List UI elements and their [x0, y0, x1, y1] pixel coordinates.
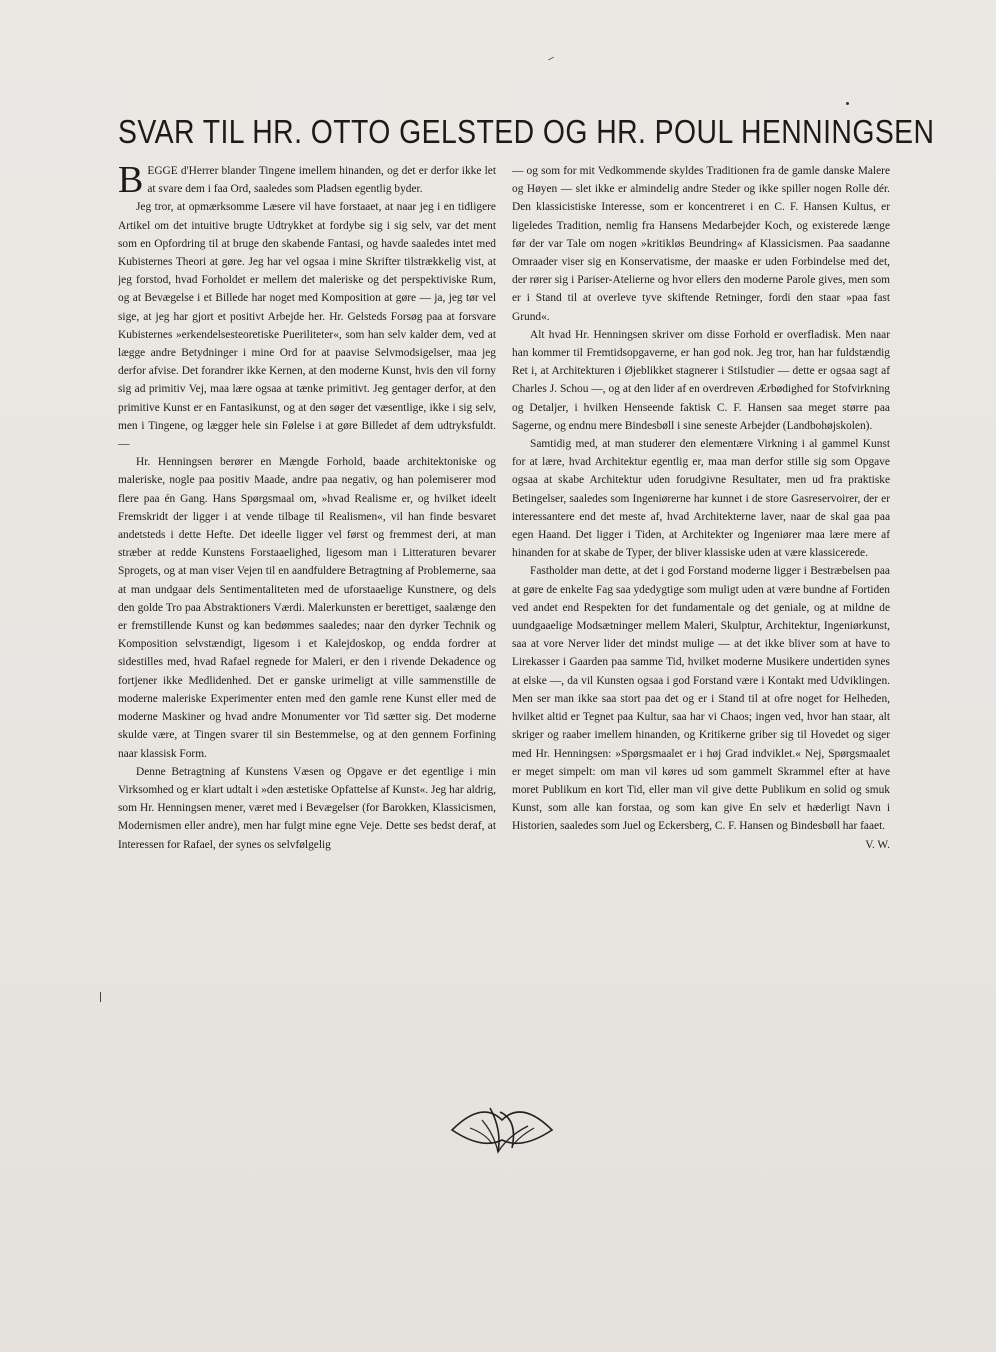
right-column: [512, 162, 890, 1047]
paragraph-1: [118, 162, 496, 201]
paragraph-6: Alt hvad Hr. Henningsen skriver om disse Forhold er overfladisk. Men naar han kommer til Fremtidsopgaverne, er han god nok. Jeg tror, han har fuldstændig Ret i, at Architekturen i Øjeblikket stagnerer i Stilstudier — dette er ogsaa sagt af Charles J. Schou —, og at den lider af en overdreven Ærbødighed for Stofvirkning og Detaljer, i hvilken Henseende faktisk C. F. Hansen saa meget større paa Sagerne, og endnu mere Bindesbøll i sine seneste Arbejder (Landbohøjskolen).: [512, 328, 890, 432]
stray-mark: [548, 57, 554, 61]
author-signature: V. W.: [865, 838, 890, 851]
stray-dot: [846, 102, 849, 105]
paragraph-1-text: EGGE d'Herrer blander Tingene imellem hinanden, og det er derfor ikke let at svare dem i faa Ord, saaledes som Pladsen egentlig byder.: [147, 165, 496, 196]
leaf-ornament-icon: [442, 1090, 562, 1170]
paragraph-7: Samtidig med, at man studerer den elementære Virkning i al gammel Kunst for at lære, hvad Architektur egentlig er, maa man derfor stille sig som Opgave ogsaa at skabe Architektur uden forudgivne Resultater, men ud fra praktiske Betingelser, saaledes som Ingeniørerne har kunnet i de store Gasreservoirer, der er interessantere end det meste af, hvad Architekterne laver, naar de skal gaa paa egen Haand. Det ligger i Tiden, at Architekter og Ingeniører maa lære mere af hinanden for at skabe de Typer, der bliver klassiske uden at være klassicerede.: [512, 438, 890, 560]
paragraph-4: Denne Betragtning af Kunstens Væsen og Opgave er det egentlige i min Virksomhed og er klart udtalt i »den æstetiske Opfattelse af Kunst«. Jeg har aldrig, som Hr. Henningsen mener, været med i Bevægelser (for Barokken, Klassicismen, Modernismen eller andre), men har fulgt mine egne Veje. Dette ses bedst deraf, at Interessen for Rafael, der synes os selvfølgelig: [118, 765, 496, 851]
paragraph-8: Fastholder man dette, at det i god Forstand moderne ligger i Bestræbelsen paa at gøre de enkelte Fag saa ydedygtige som muligt uden at være bundne af Fortiden ved andet end Respekten for det fundamentale og det geniale, og at mildne de uundgaaelige Modsætninger mellem Maleri, Skulptur, Architektur, Ingeniørkunst, saa at vore Nerver lider det mindst mulige — at det ikke bliver som at have to Lirekasser i Gaarden paa samme Tid, hvilket moderne Musikere undertiden synes at elske —, da vil Kunsten ogsaa i god Forstand være i Kontakt med Udviklingen. Men ser man ikke saa stort paa det og er i Stand til at ofre noget for Helheden, hvilket altid er Tegnet paa Kultur, saa har vi Chaos; ingen ved, hvor han staar, alt skriger og raaber imellem hinanden, og Kritikerne griber sig til Hovedet og siger med Hr. Henningsen: »Spørgsmaalet er i høj Grad indviklet.« Nej, Spørgsmaalet er meget simpelt: om man vil køres ud som gammelt Skrammel efter at have moret Publikum en kort Tid, eller man vil give dette Publikum en solid og smuk Kunst, som alle kan forstaa, og som kan give En selv et hæderligt Navn i Historien, saaledes som Juel og Eckersberg, C. F. Hansen og Bindesbøll har faaet.: [512, 565, 890, 833]
paragraph-2: Jeg tror, at opmærksomme Læsere vil have forstaaet, at naar jeg i en tidligere Artikel om det intuitive brugte Udtrykket at fordybe sig i sig selv, var det ment som en Opfordring til at bruge den skabende Fantasi, og havde saaledes intet med Kubisternes Theori at gøre. Jeg har vel ogsaa i mine Skrifter tilstrækkelig vist, at jeg forstod, hvad Forholdet er mellem det maleriske og det perspektiviske Rum, og at Bevægelse i et Billede har noget med Komposition at gøre — ja, jeg tør vel sige, at jeg har gjort et positivt Arbejde her. Hr. Gelsteds Forsøg paa at forsvare Kubisternes »erkendelsesteoretiske Pueriliteter«, som han selv kalder dem, ved at lægge andre Betydninger i mine Ord for at paavise Selvmodsigelser, maa jeg derfor afvise. Det forandrer ikke Kernen, at den moderne Kunst, hvis den vil forny sig ad primitiv Vej, maa lære ogsaa at tænke primitivt. Jeg gentager derfor, at den primitive Kunst er en Fantasikunst, og at den søger det væsentlige, ikke i sig selv, men i Tingene, og lægger hele sin Følelse i at gøre Billedet af dem udtryksfuldt. —: [118, 201, 496, 451]
margin-mark: [100, 992, 105, 1002]
article-headline: SVAR TIL HR. OTTO GELSTED OG HR. POUL HENNINGSEN: [118, 113, 935, 150]
article-body: [118, 162, 890, 1047]
drop-cap: B: [118, 162, 144, 201]
paragraph-3: Hr. Henningsen berører en Mængde Forhold, baade architektoniske og maleriske, nogle paa positiv Maade, andre paa negativ, og han polemiserer mod flere paa én Gang. Hans Spørgsmaal om, »hvad Realisme er, og hvilket ideelt Fremskridt der ligger i at vende tilbage til Realismen«, vil han finde besvaret andetsteds i dette Hefte. Det ideelle ligger vel først og fremmest deri, at man stræber at redde Kunstens Forstaaelighed, ligesom man i Litteraturen bevarer Sprogets, og at man viser Vejen til en aandfuldere Betragtning af Problemerne, saa at man undgaar dels Sentimentaliteten med de uforstaaelige Kunstnere, og dels den golde Tro paa Abstraktioners Værdi. Malerkunsten er berettiget, saalænge den er fremstillende Kunst og kan bedømmes saaledes; naar den dyrker Technik og Komposition selvstændigt, ligesom i et Kalejdoskop, og endda fordrer at sidestilles med, hvad Rafael regnede for Maleri, er den i rivende Dekadence og fortjener ikke Medlidenhed. Det er ganske urimeligt at ville sammenstille de moderne maleriske Experimenter enten med den gamle rene Kunst eller med de moderne Maskiner og hvad andre Monumenter vor Tid sætter sig. Det moderne skulde være, at Tingen svarer til sin Bestemmelse, og at den gennem Forfining naar klassisk Form.: [118, 456, 496, 760]
paragraph-5: — og som for mit Vedkommende skyldes Traditionen fra de gamle danske Malere og Høyen — slet ikke er almindelig andre Steder og ikke spiller nogen Rolle dér. Den klassicistiske Interesse, som er koncentreret i en C. F. Hansen Kultus, er ligeledes Tradition, nemlig fra Hansens Medarbejder Koch, og existerede længe før der var Tale om nogen »kritikløs Beundring« af Klassicismen. Paa saadanne Omraader viser sig en Konservatisme, der maaske er uden Forbindelse med det, der rører sig i Pariser-Atelierne og hvor ellers den moderne Parole gives, men som er i Stand til at overleve tyve skiftende Retninger, fordi den staar »paa fast Grund«.: [512, 165, 890, 323]
left-column: [118, 162, 496, 1047]
